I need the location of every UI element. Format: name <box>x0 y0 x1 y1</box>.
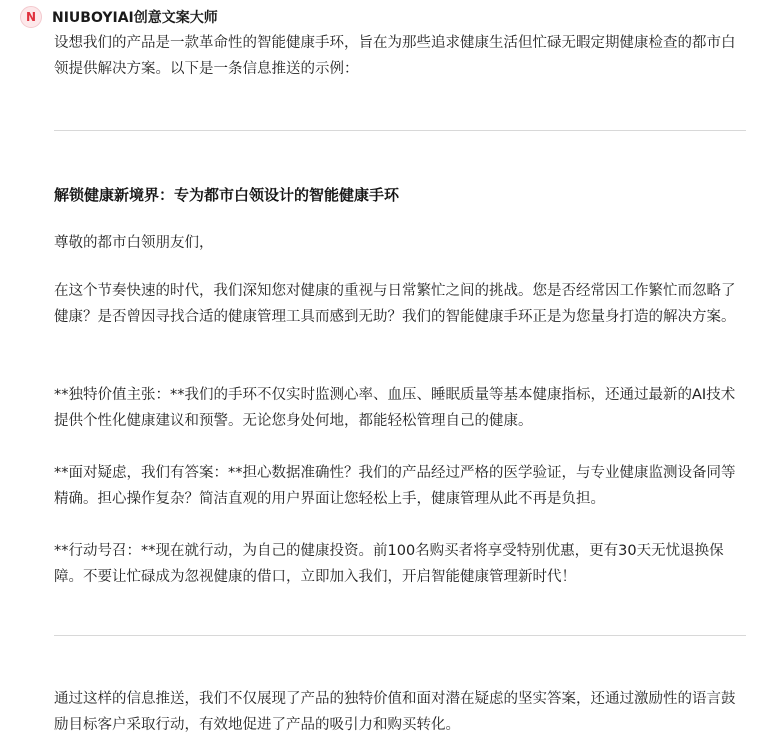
message-heading: 解锁健康新境界：专为都市白领设计的智能健康手环 <box>54 186 400 204</box>
brand-logo-icon[interactable] <box>20 6 42 28</box>
call-to-action-paragraph: **行动号召：**现在就行动，为自己的健康投资。前100名购买者将享受特别优惠，更有30天无忧退换保障。不要让忙碌成为忽视健康的借口，立即加入我们，开启智能健康管理新时代！ <box>54 543 724 585</box>
divider <box>54 635 746 636</box>
divider <box>54 130 746 131</box>
avatar-letter: N <box>25 10 37 24</box>
author-name: NIUBOYIAI创意文案大师 <box>52 10 218 26</box>
greeting-paragraph: 尊敬的都市白领朋友们， <box>54 235 214 251</box>
body-paragraph-1: 在这个节奏快速的时代，我们深知您对健康的重视与日常繁忙之间的挑战。您是否经常因工作繁忙而忽略了健康？是否曾因寻找合适的健康管理工具而感到无助？我们的智能健康手环正是为您量身打造的解决方案。 <box>54 283 736 325</box>
conclusion-paragraph: 通过这样的信息推送，我们不仅展现了产品的独特价值和面对潜在疑虑的坚实答案，还通过激励性的语言鼓励目标客户采取行动，有效地促进了产品的吸引力和购买转化。 <box>54 691 736 733</box>
message-header <box>20 6 218 28</box>
value-proposition-paragraph: **独特价值主张：**我们的手环不仅实时监测心率、血压、睡眠质量等基本健康指标，还通过最新的AI技术提供个性化健康建议和预警。无论您身处何地，都能轻松管理自己的健康。 <box>54 387 736 429</box>
intro-paragraph: 设想我们的产品是一款革命性的智能健康手环，旨在为那些追求健康生活但忙碌无暇定期健康检查的都市白领提供解决方案。以下是一条信息推送的示例： <box>54 35 736 77</box>
objection-handling-paragraph: **面对疑虑，我们有答案：**担心数据准确性？我们的产品经过严格的医学验证，与专业健康监测设备同等精确。担心操作复杂？简洁直观的用户界面让您轻松上手，健康管理从此不再是负担。 <box>54 465 736 507</box>
